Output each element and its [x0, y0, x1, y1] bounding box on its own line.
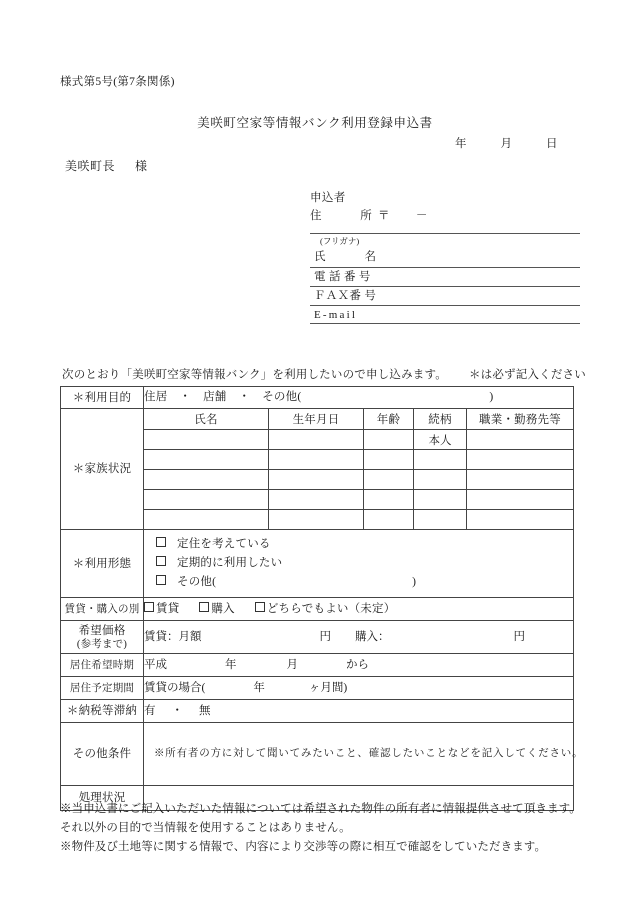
purpose-other-paren: )	[489, 391, 494, 403]
family-cell-relation[interactable]	[414, 470, 467, 490]
other-conditions-label: その他条件	[61, 723, 144, 786]
address-label: 住 所	[310, 210, 372, 222]
addressee-name: 美咲町長	[65, 159, 116, 173]
form-number: 様式第5号(第7条関係)	[60, 76, 175, 88]
usage-option-other-label: その他(	[177, 576, 217, 588]
purpose-option-residence[interactable]: 住居	[144, 391, 168, 403]
usage-option-settle[interactable]	[156, 535, 573, 554]
price-line	[144, 631, 525, 643]
usage-form-options	[144, 530, 573, 597]
move-in-time-line	[144, 659, 369, 671]
family-cell-age[interactable]	[364, 450, 414, 470]
era-label: 平成	[144, 658, 167, 671]
applicant-address-row	[310, 207, 580, 225]
tax-arrears-value-cell[interactable]	[144, 700, 574, 723]
move-in-year-label: 年	[225, 658, 237, 671]
purpose-separator-1: ・	[179, 391, 192, 403]
family-cell-name[interactable]	[144, 430, 269, 450]
family-col-age: 年齢	[364, 409, 414, 430]
family-cell-name[interactable]	[144, 450, 269, 470]
usage-option-other-paren: )	[412, 576, 417, 588]
stay-period-prefix: 賃貸の場合(	[144, 681, 206, 694]
family-cell-age[interactable]	[364, 510, 414, 530]
family-cell-job[interactable]	[467, 450, 574, 470]
either-option-label: どちらでもよい（未定）	[266, 602, 396, 615]
usage-option-settle-label: 定住を考えている	[177, 538, 271, 550]
applicant-heading: 申込者	[310, 192, 346, 204]
rent-or-buy-label: 賃貸・購入の別	[61, 598, 144, 621]
table-row-usage-form	[61, 530, 574, 598]
buy-price-label: 購入：	[355, 630, 390, 643]
rent-or-buy-options	[144, 603, 395, 615]
family-col-name: 氏名	[144, 409, 269, 430]
family-cell-job[interactable]	[467, 430, 574, 450]
table-row-other-conditions	[61, 723, 574, 786]
rent-or-buy-value-cell[interactable]	[144, 598, 574, 621]
checkbox-icon[interactable]	[156, 537, 166, 547]
date-day-label: 日	[546, 138, 558, 150]
footer-note-3: ※物件及び土地等に関する情報で、内容により交渉等の際に相互で確認をしていただきます。	[60, 841, 547, 853]
furigana-label: (フリガナ)	[310, 233, 580, 248]
purpose-options	[144, 391, 493, 403]
email-field-row[interactable]	[310, 305, 580, 324]
postal-dash: －	[415, 210, 428, 222]
phone-label: 電 話 番 号	[314, 271, 371, 283]
desired-price-label-line1: 希望価格	[78, 624, 126, 637]
stay-period-value-cell[interactable]	[144, 677, 574, 700]
applicant-fields	[310, 233, 580, 324]
family-col-relation: 続柄	[414, 409, 467, 430]
family-cell-job[interactable]	[467, 490, 574, 510]
name-field-row[interactable]	[310, 248, 580, 267]
application-table	[60, 386, 584, 811]
rent-monthly-label: 賃貸：月額	[144, 630, 202, 643]
name-label: 氏 名	[314, 251, 376, 263]
move-in-month-label: 月	[286, 658, 298, 671]
date-month-label: 月	[500, 138, 512, 150]
family-cell-age[interactable]	[364, 430, 414, 450]
fax-label: ＦＡＸ番 号	[314, 290, 377, 302]
purpose-option-shop[interactable]: 店舗	[203, 391, 227, 403]
move-in-time-label: 居住希望時期	[61, 654, 144, 677]
family-cell-name[interactable]	[144, 510, 269, 530]
rent-yen-unit: 円	[319, 630, 331, 643]
move-in-from-label: から	[346, 658, 369, 671]
family-cell-birth[interactable]	[269, 470, 364, 490]
date-line	[455, 135, 558, 151]
lead-text: 次のとおり「美咲町空家等情報バンク」を利用したいので申し込みます。	[62, 369, 447, 381]
purpose-option-other[interactable]: その他(	[262, 391, 302, 403]
footer-note-2: それ以外の目的で当情報を使用することはありません。	[60, 822, 351, 834]
checkbox-icon[interactable]	[156, 575, 166, 585]
family-cell-name[interactable]	[144, 490, 269, 510]
desired-price-value-cell[interactable]	[144, 621, 574, 654]
family-col-birth: 生年月日	[269, 409, 364, 430]
usage-option-periodic[interactable]	[156, 554, 573, 573]
phone-field-row[interactable]	[310, 267, 580, 286]
footer-notes	[60, 800, 580, 857]
usage-option-other[interactable]	[156, 573, 573, 592]
addressee-honorific: 様	[135, 159, 148, 173]
family-cell-relation[interactable]: 本人	[414, 430, 467, 450]
applicant-block	[310, 190, 580, 324]
rent-option-label: 賃貸	[156, 602, 180, 615]
family-status-label: ＊家族状況	[61, 409, 144, 530]
family-cell-job[interactable]	[467, 510, 574, 530]
fax-field-row[interactable]	[310, 286, 580, 305]
table-row-move-in-time	[61, 654, 574, 677]
desired-price-label	[61, 621, 144, 654]
document-title: 美咲町空家等情報バンク利用登録申込書	[197, 116, 433, 130]
family-cell-birth[interactable]	[269, 450, 364, 470]
stay-period-line	[144, 682, 347, 694]
table-row-family-header	[61, 409, 574, 430]
lead-sentence	[62, 366, 586, 382]
family-cell-birth[interactable]	[269, 430, 364, 450]
table-row-rent-or-buy	[61, 598, 574, 621]
tax-arrears-separator: ・	[171, 704, 183, 717]
family-cell-job[interactable]	[467, 470, 574, 490]
checkbox-icon[interactable]	[156, 556, 166, 566]
checkbox-icon[interactable]	[255, 602, 265, 612]
stay-period-label: 居住予定期間	[61, 677, 144, 700]
usage-form-label: ＊利用形態	[61, 530, 144, 598]
purpose-label: ＊利用目的	[61, 387, 144, 409]
family-cell-age[interactable]	[364, 490, 414, 510]
purpose-value-cell[interactable]	[144, 387, 574, 409]
purpose-separator-2: ・	[238, 391, 251, 403]
table-row-tax-arrears	[61, 700, 574, 723]
date-year-label: 年	[455, 138, 467, 150]
family-col-job: 職業・勤務先等	[467, 409, 574, 430]
table-row-purpose	[61, 387, 574, 409]
family-cell-relation[interactable]	[414, 510, 467, 530]
family-cell-name[interactable]	[144, 470, 269, 490]
stay-period-months-label: ヶ月間)	[308, 681, 348, 694]
status-label: 処理状況	[61, 786, 144, 811]
table-row-desired-price	[61, 621, 574, 654]
buy-option-label: 購入	[211, 602, 235, 615]
tax-arrears-options	[144, 705, 211, 717]
family-cell-birth[interactable]	[269, 490, 364, 510]
buy-yen-unit: 円	[513, 630, 525, 643]
other-conditions-value-cell[interactable]	[144, 723, 584, 786]
checkbox-icon[interactable]	[144, 602, 154, 612]
checkbox-icon[interactable]	[199, 602, 209, 612]
tax-arrears-label: ＊納税等滞納	[61, 700, 144, 723]
usage-form-value-cell[interactable]	[144, 530, 574, 598]
email-label: E-mail	[314, 309, 358, 321]
postal-mark: 〒	[378, 210, 390, 222]
desired-price-label-line2: (参考まで)	[76, 638, 128, 650]
move-in-time-value-cell[interactable]	[144, 654, 574, 677]
tax-arrears-yes[interactable]: 有	[144, 704, 156, 717]
other-conditions-note: ※所有者の方に対して聞いてみたいこと、確認したいことなどを記入してください。	[154, 747, 584, 759]
stay-period-year-label: 年	[253, 681, 265, 694]
family-cell-age[interactable]	[364, 470, 414, 490]
family-cell-relation[interactable]	[414, 450, 467, 470]
tax-arrears-no[interactable]: 無	[199, 704, 211, 717]
family-cell-birth[interactable]	[269, 510, 364, 530]
usage-option-periodic-label: 定期的に利用したい	[177, 557, 283, 569]
required-note: ＊は必ず記入ください	[468, 369, 586, 381]
addressee	[65, 157, 148, 174]
family-cell-relation[interactable]	[414, 490, 467, 510]
table-row-stay-period	[61, 677, 574, 700]
footer-note-1: ※当申込書にご記入いただいた情報については希望された物件の所有者に情報提供させて頂きます。	[60, 803, 581, 815]
